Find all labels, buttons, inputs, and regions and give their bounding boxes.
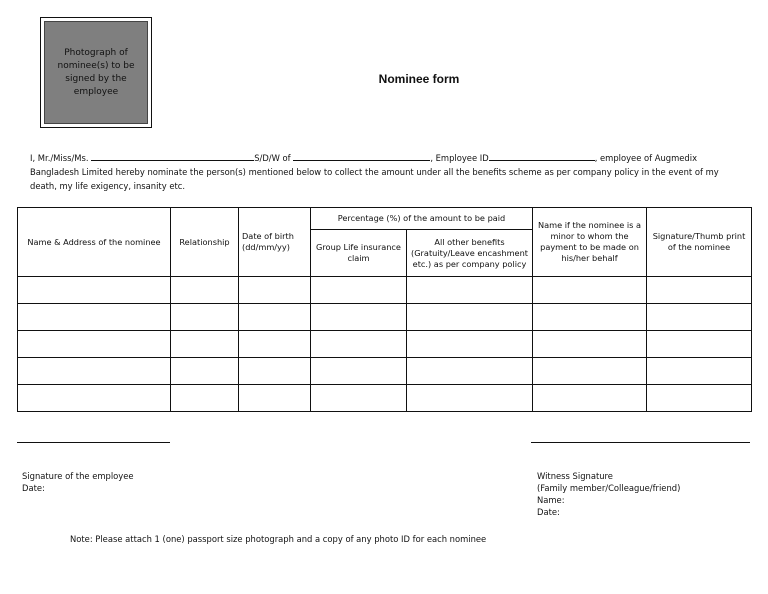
witness-name-label: Name: (537, 495, 565, 505)
cell-other-benefits[interactable] (407, 331, 533, 358)
table-row (18, 358, 752, 385)
cell-signature[interactable] (647, 385, 752, 412)
cell-relationship[interactable] (171, 385, 239, 412)
cell-group-life[interactable] (311, 358, 407, 385)
employee-signature-line[interactable] (17, 442, 170, 443)
page-title: Nominee form (378, 72, 460, 86)
cell-group-life[interactable] (311, 385, 407, 412)
photo-caption: Photograph of nominee(s) to be signed by the employee (57, 47, 135, 97)
cell-dob[interactable] (239, 385, 311, 412)
cell-minor[interactable] (533, 277, 647, 304)
employee-id-field[interactable] (489, 150, 595, 161)
cell-group-life[interactable] (311, 277, 407, 304)
header-percentage: Percentage (%) of the amount to be paid (311, 208, 533, 230)
header-name-address: Name & Address of the nominee (18, 208, 171, 277)
cell-signature[interactable] (647, 277, 752, 304)
header-minor: Name if the nominee is a minor to whom the payment to be made on his/her behalf (533, 208, 647, 277)
cell-dob[interactable] (239, 331, 311, 358)
attachment-note: Note: Please attach 1 (one) passport size photograph and a copy of any photo ID for each nominee (70, 534, 487, 544)
cell-name-address[interactable] (18, 277, 171, 304)
cell-other-benefits[interactable] (407, 358, 533, 385)
cell-other-benefits[interactable] (407, 304, 533, 331)
cell-name-address[interactable] (18, 331, 171, 358)
parent-name-field[interactable] (293, 150, 430, 161)
photo-box (40, 17, 152, 128)
cell-relationship[interactable] (171, 358, 239, 385)
cell-name-address[interactable] (18, 385, 171, 412)
cell-other-benefits[interactable] (407, 277, 533, 304)
employee-signature-block (22, 470, 134, 494)
employee-id-label: , Employee ID (430, 153, 489, 163)
cell-signature[interactable] (647, 358, 752, 385)
cell-name-address[interactable] (18, 358, 171, 385)
cell-signature[interactable] (647, 304, 752, 331)
cell-dob[interactable] (239, 304, 311, 331)
witness-signature-line[interactable] (531, 442, 750, 443)
header-dob: Date of birth (dd/mm/yy) (239, 208, 311, 277)
header-relationship: Relationship (171, 208, 239, 277)
photo-placeholder (44, 21, 148, 124)
cell-dob[interactable] (239, 358, 311, 385)
header-other-benefits: All other benefits (Gratuity/Leave encashment etc.) as per company policy (407, 230, 533, 277)
cell-relationship[interactable] (171, 304, 239, 331)
cell-other-benefits[interactable] (407, 385, 533, 412)
table-row (18, 385, 752, 412)
witness-signature-block (537, 470, 680, 518)
declaration-prefix: I, Mr./Miss/Ms. (30, 153, 89, 163)
cell-dob[interactable] (239, 277, 311, 304)
cell-minor[interactable] (533, 385, 647, 412)
cell-group-life[interactable] (311, 304, 407, 331)
table-row (18, 304, 752, 331)
witness-relation-label: (Family member/Colleague/friend) (537, 483, 681, 493)
header-signature: Signature/Thumb print of the nominee (647, 208, 752, 277)
table-row (18, 277, 752, 304)
cell-minor[interactable] (533, 331, 647, 358)
cell-relationship[interactable] (171, 277, 239, 304)
name-field[interactable] (91, 150, 254, 161)
cell-minor[interactable] (533, 304, 647, 331)
employee-signature-label: Signature of the employee (22, 471, 134, 481)
header-group-life: Group Life insurance claim (311, 230, 407, 277)
cell-group-life[interactable] (311, 331, 407, 358)
nominee-table (17, 207, 752, 412)
sdw-label: S/D/W of (254, 153, 291, 163)
cell-relationship[interactable] (171, 331, 239, 358)
declaration-company-text: , employee of Augmedix Bangladesh Limited hereby nominate the person(s) mentioned below to collect the amount under all the benefits scheme as per company policy in the event of my death, my life exigency, insanity etc. (30, 153, 719, 191)
table-row (18, 331, 752, 358)
cell-minor[interactable] (533, 358, 647, 385)
witness-date-label: Date: (537, 507, 560, 517)
employee-date-label: Date: (22, 483, 45, 493)
witness-signature-label: Witness Signature (537, 471, 613, 481)
cell-signature[interactable] (647, 331, 752, 358)
declaration-paragraph (30, 150, 742, 193)
cell-name-address[interactable] (18, 304, 171, 331)
